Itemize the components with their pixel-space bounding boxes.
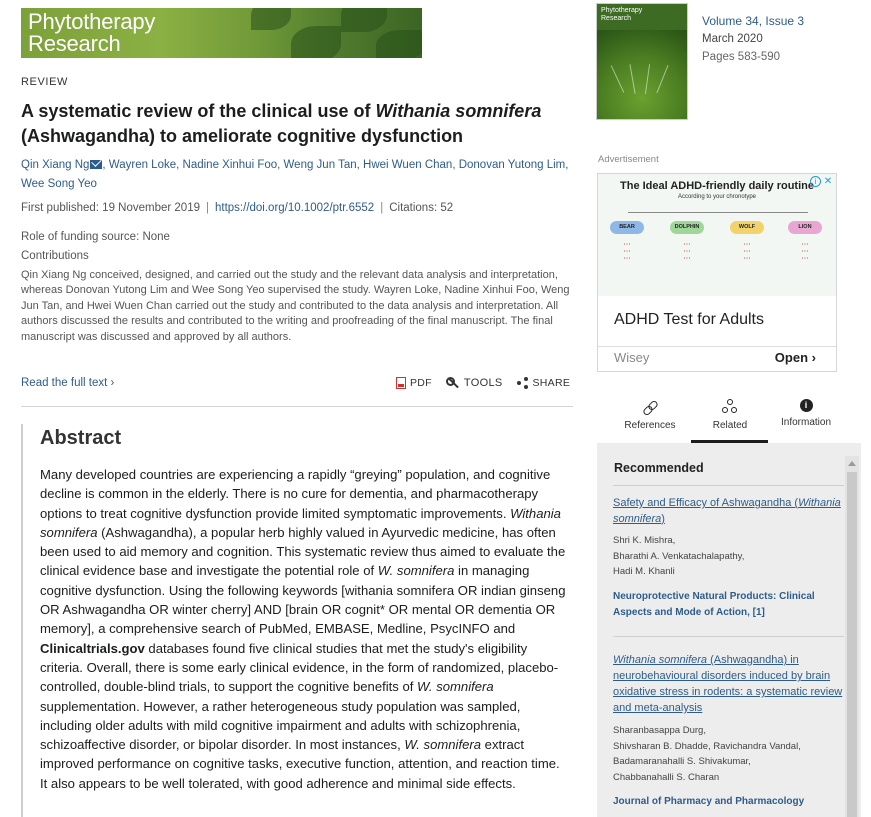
recommended-heading: Recommended bbox=[614, 461, 704, 475]
clinicaltrials-link[interactable]: Clinicaltrials.gov bbox=[40, 640, 145, 656]
ad-close-icon[interactable]: ✕ bbox=[823, 176, 833, 187]
tab-information[interactable]: i Information bbox=[780, 400, 832, 428]
sidebar-tabs bbox=[597, 395, 861, 443]
author-link[interactable]: Wayren Loke bbox=[108, 159, 177, 171]
journal-cover-image[interactable] bbox=[596, 3, 688, 120]
author-link[interactable]: Hwei Wuen Chan bbox=[363, 159, 453, 171]
recommended-item-title[interactable]: Safety and Efficacy of Ashwagandha (Withania somnifera) bbox=[613, 497, 841, 525]
chevron-right-icon: › bbox=[811, 350, 816, 365]
article-title: A systematic review of the clinical use of Withania somnifera (Ashwagandha) to ameliorate cognitive dysfunction bbox=[21, 101, 542, 146]
publication-info: First published: 19 November 2019 | https://doi.org/10.1002/ptr.6552 | Citations: 52 bbox=[21, 202, 454, 214]
citations-count[interactable]: Citations: 52 bbox=[389, 202, 454, 214]
pdf-button[interactable]: PDF bbox=[396, 377, 432, 389]
recommended-item-source[interactable]: Journal of Pharmacy and Pharmacology bbox=[613, 796, 805, 807]
tab-references[interactable]: References bbox=[611, 395, 689, 443]
ad-node-lion: LION bbox=[788, 221, 822, 234]
ad-subtitle: According to your chronotype bbox=[677, 194, 757, 200]
author-link[interactable]: Qin Xiang Ng bbox=[21, 159, 90, 171]
email-icon[interactable] bbox=[90, 160, 102, 169]
contributions-text: Qin Xiang Ng conceived, designed, and carried out the study and the relevant data analysis and interpretation, whereas Donovan Yutong Lim and Wee Song Yeo supervised the study. Wayren Loke, Nadine Xinhui Foo, Weng Jun Tan, and Hwei Wuen Chan carried out the study and contributed to the data analysis and interpretation. All authors discussed the results and contributed to the writing and proofreading of the final manuscript. The final manuscript was discussed and approved by all authors. bbox=[21, 269, 570, 343]
ad-node-wolf: WOLF bbox=[730, 221, 764, 234]
issue-volume-link[interactable]: Volume 34, Issue 3 bbox=[702, 14, 805, 28]
contributions-heading: Contributions bbox=[21, 250, 89, 262]
recommended-item-authors: Sharanbasappa Durg, Shivsharan B. Dhadde, Ravichandra Vandal, Badamaranahalli S. Shivakumar, Chabbanahalli S. Charan bbox=[613, 725, 801, 783]
ad-image[interactable]: The Ideal ADHD-friendly daily routine According to your chronotype i ✕ BEAR DOLPHIN WOLF LION • • • • • • • • • • • • • • • • • • • • • • • • • • • • • • • • • • • • bbox=[598, 174, 836, 296]
issue-pages: Pages 583-590 bbox=[702, 51, 781, 63]
related-icon bbox=[722, 399, 738, 415]
ad-open-button[interactable]: Open › bbox=[774, 350, 816, 365]
article-tools-bar bbox=[396, 377, 570, 389]
ad-headline[interactable]: ADHD Test for Adults bbox=[614, 311, 764, 328]
divider bbox=[613, 636, 844, 637]
author-link[interactable]: Donovan Yutong Lim bbox=[458, 159, 566, 171]
doi-link[interactable]: https://doi.org/10.1002/ptr.6552 bbox=[215, 202, 375, 214]
advertisement-label: Advertisement bbox=[598, 154, 659, 165]
article-type: REVIEW bbox=[21, 76, 68, 88]
author-link[interactable]: Wee Song Yeo bbox=[21, 178, 97, 190]
divider bbox=[21, 406, 573, 407]
recommended-item-title[interactable]: Withania somnifera (Ashwagandha) in neurobehavioural disorders induced by brain oxidative stress in rodents: a systematic review and meta-analysis bbox=[613, 654, 843, 714]
share-icon bbox=[517, 377, 529, 389]
link-icon bbox=[642, 399, 658, 415]
recommended-item-authors: Shri K. Mishra, Bharathi A. Venkatachalapathy, Hadi M. Khanli bbox=[613, 535, 745, 578]
share-button[interactable]: SHARE bbox=[517, 377, 571, 389]
ad-info-icon[interactable]: i bbox=[810, 176, 821, 187]
tab-related[interactable]: Related bbox=[691, 395, 769, 443]
first-published: First published: 19 November 2019 bbox=[21, 202, 200, 214]
journal-banner-title-line2: Research bbox=[28, 31, 121, 56]
cover-title: Phytotherapy Research bbox=[601, 7, 643, 22]
author-link[interactable]: Weng Jun Tan bbox=[283, 159, 357, 171]
author-link[interactable]: Nadine Xinhui Foo bbox=[182, 159, 278, 171]
recommended-item-source[interactable]: Neuroprotective Natural Products: Clinical Aspects and Mode of Action, [1] bbox=[613, 591, 815, 618]
ad-title: The Ideal ADHD-friendly daily routine bbox=[620, 180, 814, 192]
funding-source: Role of funding source: None bbox=[21, 231, 170, 243]
journal-banner-title-line1: Phytotherapy bbox=[28, 9, 156, 34]
recommended-scrollbar[interactable] bbox=[845, 456, 859, 817]
wrench-icon bbox=[446, 377, 460, 389]
journal-banner[interactable] bbox=[21, 8, 422, 58]
ad-node-dolphin: DOLPHIN bbox=[670, 221, 704, 234]
abstract-heading: Abstract bbox=[40, 427, 122, 449]
ad-brand: Wisey bbox=[614, 350, 650, 365]
ad-node-bear: BEAR bbox=[610, 221, 644, 234]
divider bbox=[613, 485, 844, 486]
chevron-right-icon: › bbox=[110, 377, 115, 389]
abstract-text: Many developed countries are experiencing a rapidly “greying” population, and cognitive decline is common in the elderly. There is no cure for dementia, and pharmacotherapy options to treat cognitive dysfunction provide limited symptomatic improvements. Withania somnifera (Ashwagandha), a popular herb highly valued in Ayurvedic medicine, has often been used to aid memory and cognition. This systematic review thus aimed to evaluate the clinical evidence base and investigate the potential role of W. somnifera in managing cognitive dysfunction. Using the following keywords [withania somnifera OR indian ginseng OR Ashwagandha OR winter cherry] AND [brain OR cognit* OR mental OR dementia OR memory], a comprehensive search of PubMed, EMBASE, Medline, PsycINFO and Clinicaltrials.gov databases found five clinical studies that met the study's eligibility criteria. Overall, there is some early clinical evidence, in the form of randomized, placebo-controlled, double-blind trials, to support the cognitive benefits of W. somnifera supplementation. However, a rather heterogeneous study population was sampled, including older adults with mild cognitive impairment and adults with schizophrenia, schizoaffective disorder, or bipolar disorder. In most instances, W. somnifera extract improved performance on cognitive tasks, executive function, attention, and reaction time. It also appears to be well tolerated, with good adherence and minimal side effects. bbox=[40, 467, 566, 791]
issue-date: March 2020 bbox=[702, 33, 763, 45]
scroll-up-icon[interactable] bbox=[848, 461, 856, 466]
author-list: Qin Xiang Ng , Wayren Loke, Nadine Xinhui Foo, Weng Jun Tan, Hwei Wuen Chan, Donovan Yutong Lim, Wee Song Yeo bbox=[21, 159, 569, 190]
scrollbar-thumb[interactable] bbox=[847, 472, 857, 817]
pdf-icon bbox=[396, 377, 406, 389]
tools-button[interactable]: TOOLS bbox=[446, 377, 503, 389]
read-full-text-link[interactable]: Read the full text › bbox=[21, 377, 115, 389]
info-icon: i bbox=[800, 399, 813, 412]
advertisement[interactable] bbox=[597, 173, 837, 372]
